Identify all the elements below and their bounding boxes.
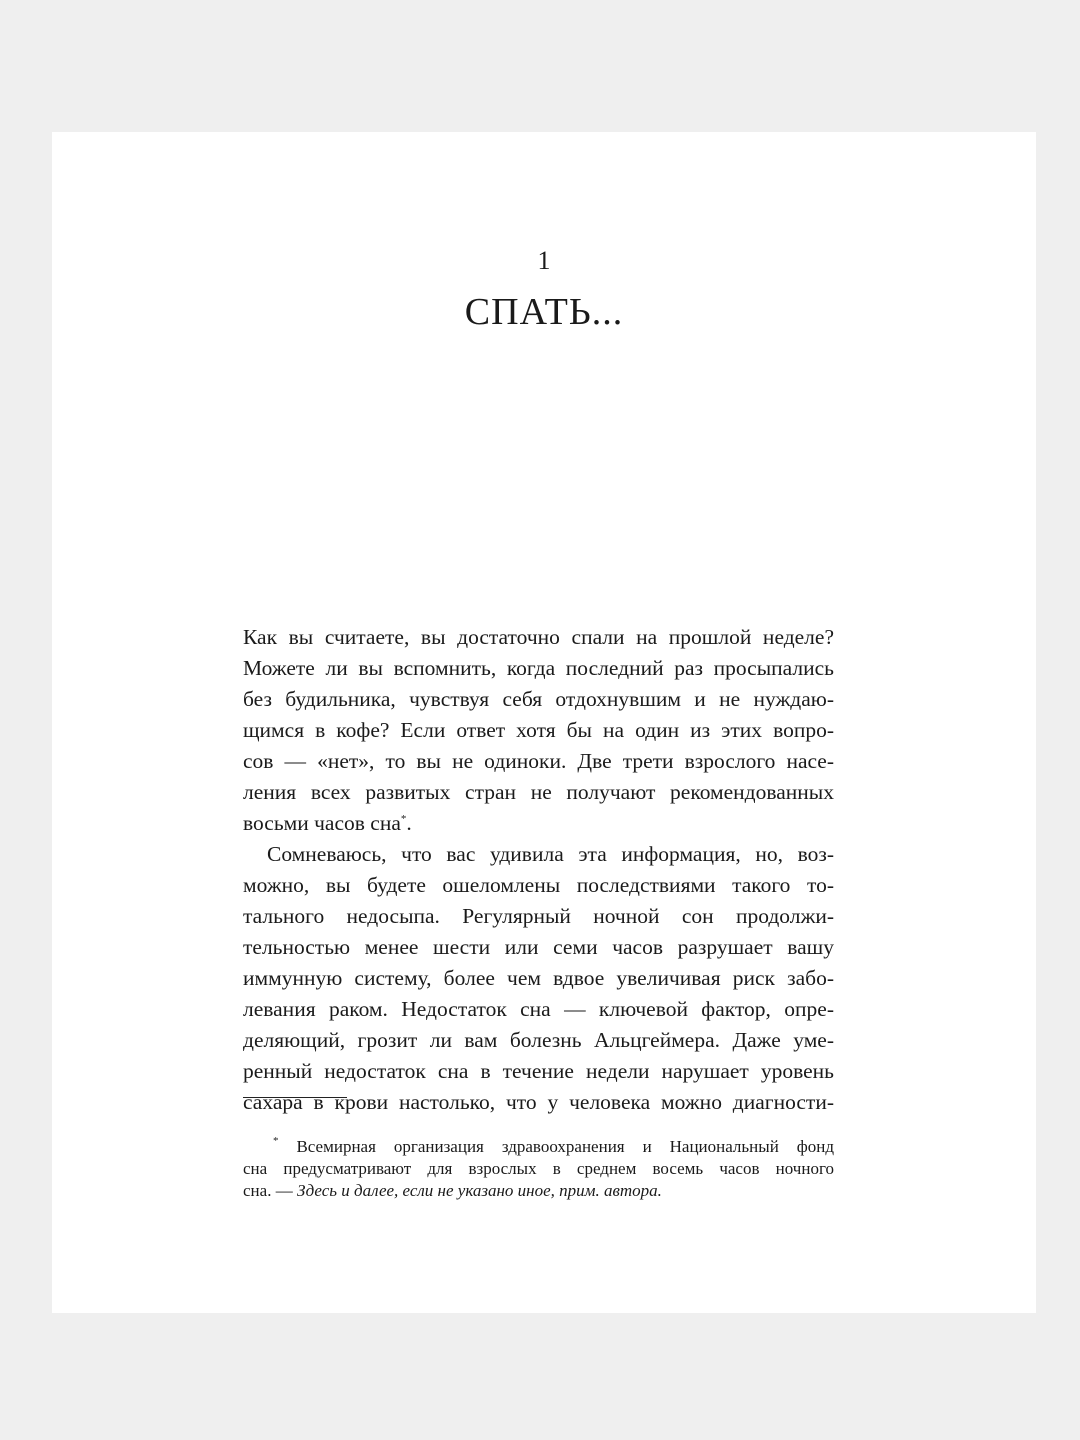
- text-line: Как вы считаете, вы достаточно спали на прошлой неделе?: [243, 625, 834, 649]
- text-line: сахара в крови настолько, что у человека можно диагности-: [243, 1090, 834, 1114]
- text-line: сов — «нет», то вы не одиноки. Две трети взрослого насе-: [243, 749, 834, 773]
- footnote-ref[interactable]: *: [400, 813, 407, 825]
- text-span: восьми часов сна: [243, 811, 401, 835]
- text-line: без будильника, чувствуя себя отдохнувшим и не нуждаю-: [243, 687, 834, 711]
- paragraph-2: [243, 839, 834, 1118]
- footnote-mark: *: [273, 1135, 279, 1147]
- text-line: можно, вы будете ошеломлены последствиями такого то-: [243, 873, 834, 897]
- text-line: щимся в кофе? Если ответ хотя бы на один из этих вопро-: [243, 718, 834, 742]
- chapter-number: 1: [537, 246, 551, 275]
- paragraph-1: [243, 622, 834, 839]
- book-page: [52, 132, 1036, 1313]
- translator-note: Здесь и далее, если не указано иное, прим. автора.: [296, 1181, 662, 1200]
- text-line: [243, 808, 834, 839]
- footnote-line: [243, 1136, 834, 1158]
- text-line: тального недосыпа. Регулярный ночной сон продолжи-: [243, 904, 834, 928]
- text-line: ления всех развитых стран не получают рекомендованных: [243, 780, 834, 804]
- text-line: Сомневаюсь, что вас удивила эта информация, но, воз-: [267, 842, 834, 866]
- chapter-title: СПАТЬ...: [464, 291, 624, 333]
- footnote-line: [243, 1180, 834, 1202]
- footnote-divider: [243, 1097, 347, 1098]
- text-line: иммунную систему, более чем вдвое увеличивая риск забо-: [243, 966, 834, 990]
- text-span: Всемирная организация здравоохранения и Национальный фонд: [296, 1137, 835, 1156]
- text-span: сна. —: [243, 1181, 297, 1200]
- text-line: ренный недостаток сна в течение недели нарушает уровень: [243, 1059, 834, 1083]
- text-line: деляющий, грозит ли вам болезнь Альцгеймера. Даже уме-: [243, 1028, 834, 1052]
- body-text: [243, 622, 834, 1118]
- text-line: тельностью менее шести или семи часов разрушает вашу: [243, 935, 834, 959]
- text-span: .: [406, 811, 412, 835]
- text-line: Можете ли вы вспомнить, когда последний раз просыпались: [243, 656, 834, 680]
- footnote: [243, 1136, 834, 1202]
- footnote-line: сна предусматривают для взрослых в среднем восемь часов ночного: [243, 1159, 834, 1178]
- text-line: левания раком. Недостаток сна — ключевой фактор, опре-: [243, 997, 834, 1021]
